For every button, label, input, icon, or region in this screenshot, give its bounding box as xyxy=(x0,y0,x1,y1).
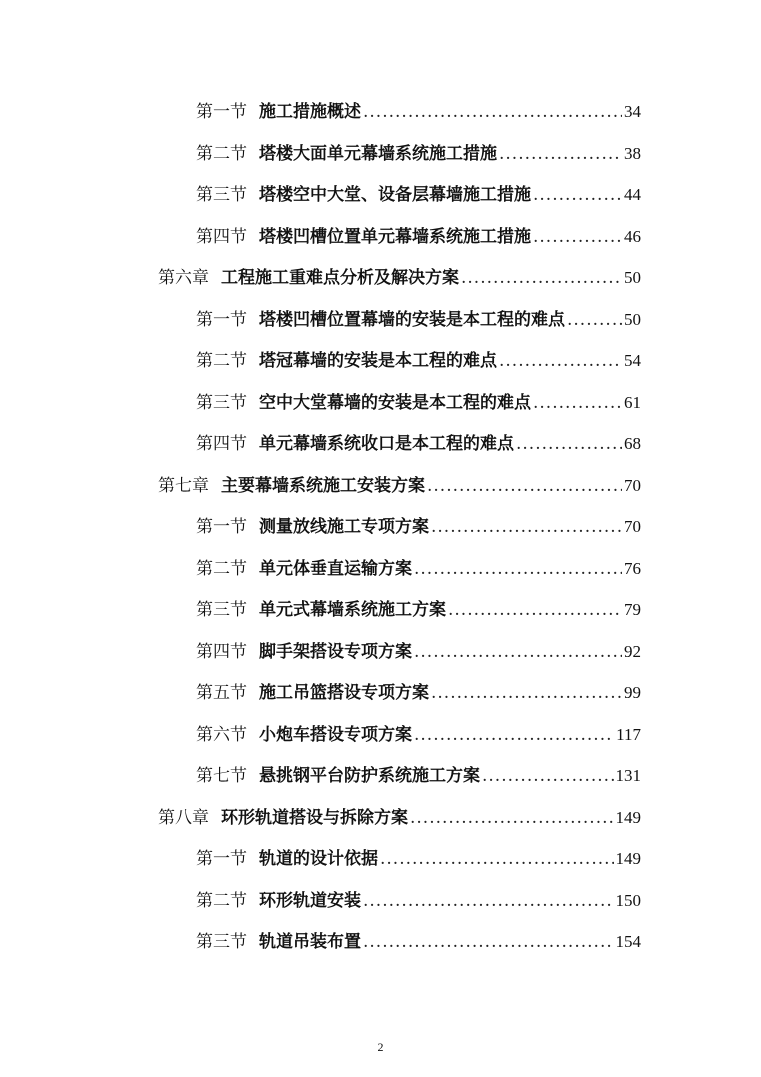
toc-entry[interactable] xyxy=(0,629,761,671)
toc-entry-page: 70 xyxy=(624,475,641,495)
toc-entry-title: 塔冠幕墙的安装是本工程的难点 xyxy=(259,351,497,372)
toc-entry-title: 工程施工重难点分析及解决方案 xyxy=(221,268,459,289)
toc-entry[interactable] xyxy=(0,214,761,256)
dot-leader xyxy=(380,849,614,869)
toc-entry-title: 环形轨道安装 xyxy=(259,890,361,911)
toc-entry[interactable] xyxy=(0,380,761,422)
dot-leader xyxy=(461,268,622,288)
toc-entry-number: 第三节 xyxy=(196,600,247,621)
toc-entry-title: 单元体垂直运输方案 xyxy=(259,558,412,579)
toc-entry-number: 第八章 xyxy=(158,807,209,828)
toc-entry-title: 塔楼大面单元幕墙系统施工措施 xyxy=(259,143,497,164)
toc-entry-title: 悬挑钢平台防护系统施工方案 xyxy=(259,766,480,787)
toc-entry-number: 第二节 xyxy=(196,558,247,579)
toc-entry-page: 154 xyxy=(615,932,641,952)
toc-entry-number: 第四节 xyxy=(196,434,247,455)
dot-leader xyxy=(431,683,622,703)
dot-leader xyxy=(533,227,622,247)
toc-entry-number: 第一节 xyxy=(196,102,247,123)
toc-entry-page: 68 xyxy=(624,434,641,454)
toc-entry-title: 环形轨道搭设与拆除方案 xyxy=(221,807,408,828)
toc-entry[interactable] xyxy=(0,670,761,712)
toc-entry[interactable] xyxy=(0,753,761,795)
toc-entry-number: 第四节 xyxy=(196,226,247,247)
toc-entry-title: 主要幕墙系统施工安装方案 xyxy=(221,475,425,496)
toc-entry-page: 46 xyxy=(624,226,641,246)
toc-entry-page: 38 xyxy=(624,143,641,163)
toc-entry-number: 第一节 xyxy=(196,849,247,870)
toc-entry[interactable] xyxy=(0,338,761,380)
toc-entry[interactable] xyxy=(0,546,761,588)
toc-entry-page: 61 xyxy=(624,392,641,412)
dot-leader xyxy=(414,559,622,579)
toc-entry-title: 施工吊篮搭设专项方案 xyxy=(259,683,429,704)
toc-entry-page: 70 xyxy=(624,517,641,537)
toc-entry[interactable] xyxy=(0,131,761,173)
toc-entry-title: 测量放线施工专项方案 xyxy=(259,517,429,538)
dot-leader xyxy=(414,725,614,745)
dot-leader xyxy=(482,766,614,786)
toc-entry-title: 轨道吊装布置 xyxy=(259,932,361,953)
toc-entry-title: 塔楼凹槽位置幕墙的安装是本工程的难点 xyxy=(259,309,565,330)
dot-leader xyxy=(567,310,622,330)
toc-entry-number: 第六节 xyxy=(196,724,247,745)
toc-entry-page: 117 xyxy=(616,724,641,744)
toc-entry[interactable] xyxy=(0,878,761,920)
toc-entry-page: 76 xyxy=(624,558,641,578)
toc-entry-page: 149 xyxy=(615,849,641,869)
toc-entry-page: 131 xyxy=(615,766,641,786)
toc-entry-page: 150 xyxy=(615,890,641,910)
dot-leader xyxy=(533,185,622,205)
toc-entry-number: 第三节 xyxy=(196,392,247,413)
toc-entry-number: 第三节 xyxy=(196,185,247,206)
toc-entry-title: 单元幕墙系统收口是本工程的难点 xyxy=(259,434,514,455)
toc-entry-title: 塔楼空中大堂、设备层幕墙施工措施 xyxy=(259,185,531,206)
toc-entry[interactable] xyxy=(0,836,761,878)
toc-entry[interactable] xyxy=(0,504,761,546)
toc-entry-page: 34 xyxy=(624,102,641,122)
toc-entry[interactable] xyxy=(0,297,761,339)
toc-chapter[interactable] xyxy=(0,463,761,505)
toc-entry-number: 第七章 xyxy=(158,475,209,496)
toc-entry-page: 50 xyxy=(624,268,641,288)
toc-entry-number: 第二节 xyxy=(196,351,247,372)
toc-entry-number: 第一节 xyxy=(196,309,247,330)
toc-entry-title: 小炮车搭设专项方案 xyxy=(259,724,412,745)
toc-entry-page: 92 xyxy=(624,641,641,661)
page-number: 2 xyxy=(377,1040,384,1054)
toc-entry-number: 第二节 xyxy=(196,143,247,164)
dot-leader xyxy=(448,600,622,620)
toc-entry[interactable] xyxy=(0,421,761,463)
toc-entry-number: 第三节 xyxy=(196,932,247,953)
dot-leader xyxy=(363,891,614,911)
dot-leader xyxy=(363,102,622,122)
toc-entry-page: 44 xyxy=(624,185,641,205)
dot-leader xyxy=(499,144,622,164)
toc-chapter[interactable] xyxy=(0,255,761,297)
toc-entry[interactable] xyxy=(0,712,761,754)
toc-entry[interactable] xyxy=(0,172,761,214)
toc-entry-title: 脚手架搭设专项方案 xyxy=(259,641,412,662)
toc-entry-number: 第五节 xyxy=(196,683,247,704)
toc-entry-title: 施工措施概述 xyxy=(259,102,361,123)
dot-leader xyxy=(533,393,622,413)
toc-entry-page: 149 xyxy=(615,807,641,827)
toc-entry-title: 空中大堂幕墙的安装是本工程的难点 xyxy=(259,392,531,413)
toc-entry-number: 第二节 xyxy=(196,890,247,911)
toc-chapter[interactable] xyxy=(0,795,761,837)
dot-leader xyxy=(410,808,614,828)
table-of-contents xyxy=(0,89,761,961)
toc-entry-number: 第一节 xyxy=(196,517,247,538)
toc-entry-page: 99 xyxy=(624,683,641,703)
toc-entry-page: 79 xyxy=(624,600,641,620)
toc-entry[interactable] xyxy=(0,89,761,131)
toc-entry-number: 第四节 xyxy=(196,641,247,662)
toc-entry-title: 单元式幕墙系统施工方案 xyxy=(259,600,446,621)
toc-entry-title: 轨道的设计依据 xyxy=(259,849,378,870)
toc-entry[interactable] xyxy=(0,587,761,629)
toc-entry-number: 第七节 xyxy=(196,766,247,787)
dot-leader xyxy=(499,351,622,371)
toc-entry[interactable] xyxy=(0,919,761,961)
toc-entry-page: 54 xyxy=(624,351,641,371)
dot-leader xyxy=(427,476,622,496)
toc-entry-number: 第六章 xyxy=(158,268,209,289)
dot-leader xyxy=(431,517,622,537)
dot-leader xyxy=(516,434,622,454)
toc-entry-page: 50 xyxy=(624,309,641,329)
dot-leader xyxy=(414,642,622,662)
dot-leader xyxy=(363,932,614,952)
toc-entry-title: 塔楼凹槽位置单元幕墙系统施工措施 xyxy=(259,226,531,247)
